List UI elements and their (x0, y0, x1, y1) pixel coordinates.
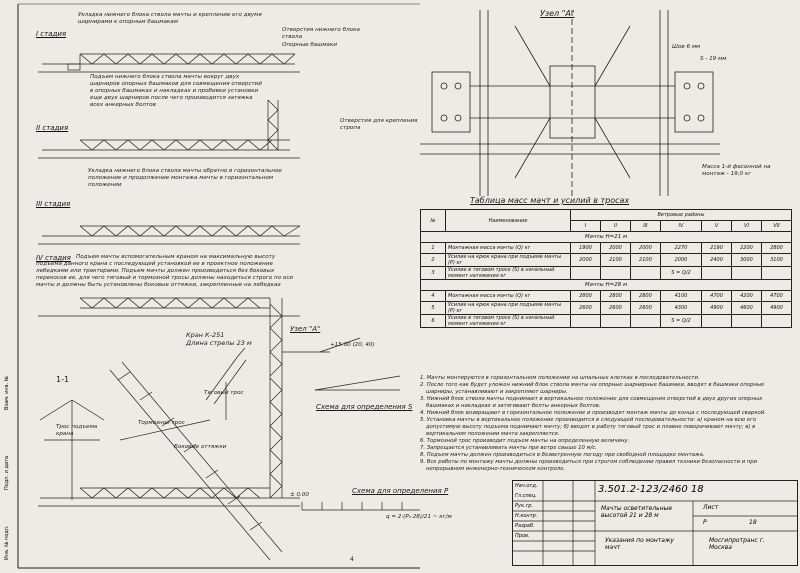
sheet-number: 18 (749, 519, 757, 526)
doc-subtitle: Указания по монтажу мачт (605, 537, 674, 551)
wind-region: VII (761, 221, 791, 232)
row-value: 2200 (732, 243, 762, 254)
mark-label: +15.00 (20, 40) (330, 342, 375, 348)
stage4-label: IV стадия (36, 254, 71, 262)
row-value (571, 267, 601, 280)
row-value: 2800 (571, 291, 601, 302)
wind-region: IV (660, 221, 701, 232)
row-value: 2000 (571, 254, 601, 267)
section-label: 1-1 (56, 375, 70, 384)
table-section-1: Мачты Н=21 м (421, 232, 792, 243)
scheme-p (302, 502, 420, 510)
table-row (421, 243, 792, 254)
notes-list (420, 375, 790, 473)
col-num-header: № (421, 210, 446, 232)
row-value (732, 267, 762, 280)
row-value: 2000 (600, 243, 630, 254)
stage2-label: II стадия (36, 124, 69, 132)
row-value (761, 315, 791, 328)
formula-label: q = 2·(P₁·28)/21 ~ кг/м (386, 514, 452, 520)
boom-label: Длина стрелы 23 м (186, 339, 252, 347)
row-value: 4200 (732, 291, 762, 302)
stage4-text: Подъем мачты вспомогательным краном на максимальную высоту подъема данного крана с последующей установкой ее в проектное положение лебедками или тракторами. Подъем мачты должен производиться без боковых перекосов ее, для чего тяговый и тормозной тросы должны находиться строго по оси мачты и должны быть установлены боковые оттяжки, закрепленные на лебедках (36, 254, 294, 288)
stage3-text: Укладка нижнего блока ствола мачты обратно в горизонтальное положение и продолжение монтажа мачты в горизонтальном положении (88, 168, 282, 188)
note-item: 4. Нижний блок возвращают в горизонтальное положение и производят монтаж мачты до конца с последующей сваркой. (420, 410, 766, 416)
sidebar-label: Взам. инв. № (4, 376, 10, 410)
row-number: 6 (421, 315, 446, 328)
row-value: 2600 (630, 302, 660, 315)
stage1-label: I стадия (36, 30, 67, 38)
row-number: 5 (421, 302, 446, 315)
page-number: 4 (350, 556, 354, 563)
role: Пров. (515, 533, 530, 539)
row-name: Монтажная масса мачты (Q) кг (446, 291, 571, 302)
role: Рук.гр. (515, 503, 533, 509)
role: Н.контр. (515, 513, 538, 519)
mast-pendant-label: Трос подъема крана (56, 424, 98, 437)
wind-region: VI (732, 221, 762, 232)
row-value (600, 315, 630, 328)
unit-a-label: Узел "А" (290, 325, 321, 333)
row-value: 4900 (761, 302, 791, 315)
row-value (571, 315, 601, 328)
row-number: 2 (421, 254, 446, 267)
stage3-label: III стадия (36, 200, 71, 208)
note-item: 1. Мачты монтируются в горизонтальном положении на шпальных клетках в последовательности. (420, 375, 700, 381)
row-value: 4300 (660, 302, 701, 315)
row-value: 2800 (761, 243, 791, 254)
row-value: 4600 (732, 302, 762, 315)
stage-letter: Р (703, 519, 707, 526)
note-item: 3. Нижний блок ствола мачты поднимают в вертикальное положение для совмещения отверстий в двух других опорных башмаках и накладках и затягивают болты анкерных болтов. (420, 396, 763, 409)
sheet-label: Лист (703, 504, 719, 511)
node-a-sling: S - 19 мм (700, 56, 727, 62)
row-value: 3000 (732, 254, 762, 267)
scheme-s-label: Схема для определения S (316, 403, 413, 411)
row-name: Усилие на крюк крана при подъеме мачты (Р) кг (446, 302, 571, 315)
table-section-2: Мачты Н=28 м (421, 280, 792, 291)
row-value: S = Q/2 (660, 315, 701, 328)
crane-label: Кран К-251 (186, 331, 225, 339)
lift-rope-label: Тяговый трос (204, 390, 244, 396)
sidebar-label: Подп. и дата (4, 455, 10, 490)
table-row (421, 302, 792, 315)
note-item: 9. Все работы по монтажу мачты должны производиться при строгом соблюдении правил техники безопасности и при непрерывном инженерно-техническом контроле. (420, 459, 758, 472)
note-item: 7. Запрещается устанавливать мачты при ветре свыше 10 м/с. (420, 445, 597, 451)
row-value: 2000 (660, 254, 701, 267)
brake-rope-label: Тормозной трос (138, 420, 185, 426)
role: Разраб. (515, 523, 535, 529)
row-number: 3 (421, 267, 446, 280)
row-number: 1 (421, 243, 446, 254)
wind-region: V (702, 221, 732, 232)
row-value (702, 267, 732, 280)
role: Гл.спец. (515, 493, 537, 499)
section-1-1 (40, 400, 104, 500)
row-value: 2400 (702, 254, 732, 267)
row-value: 2190 (702, 243, 732, 254)
table-row (421, 315, 792, 328)
node-a-mass: Масса 1-й фасонной на монтаж - 19,0 кг (702, 164, 771, 177)
note-item: 5. Установка мачты в вертикальное положение производится в следующей последовательности: а) краном на всю его допустимую высоту подъема поднимают мачту; б) вводят в работу тяговый трос и плавно поворачивают мачту; в) в вертикальном положении мачта закрепляется. (420, 417, 757, 437)
row-value (630, 267, 660, 280)
org-name: Мосгипротранс г. Москва (709, 537, 765, 551)
mass-table (420, 209, 792, 328)
wind-region: III (630, 221, 660, 232)
note-item: 8. Подъем мачты должен производиться в безветренную погоду при свободной площадке монтажа. (420, 452, 705, 458)
stage2-text: Подъем нижнего блока ствола мачты вокруг двух шарниров опорных башмаков для совмещения отверстий в опорных башмаках и накладках и пробивки установки еще двух шарниров после чего производится затяжка всех анкерных болтов (90, 74, 262, 108)
col-name-header: Наименование (446, 210, 571, 232)
row-value: 2270 (660, 243, 701, 254)
row-value: 3100 (761, 254, 791, 267)
stage1-mast (38, 54, 300, 72)
row-value: 2600 (600, 302, 630, 315)
row-value: 2100 (630, 254, 660, 267)
row-value: 2100 (600, 254, 630, 267)
wind-region: II (600, 221, 630, 232)
row-value: 2600 (571, 302, 601, 315)
role: Нач.отд. (515, 483, 538, 489)
row-value: S = Q/2 (660, 267, 701, 280)
scheme-p-label: Схема для определения P (352, 487, 449, 495)
stage1-text: Укладка нижнего блока ствола мачты и крепление его двумя шарнирами к опорным башмакам (78, 12, 262, 25)
row-name: Усилие в тяговом тросе (S) в начальный момент натяжения кг (446, 315, 571, 328)
table-row (421, 291, 792, 302)
node-a-title: Узел "А" (540, 9, 575, 18)
row-name: Усилие на крюк крана при подъеме мачты (Р) кг (446, 254, 571, 267)
sidebar-stamps (2, 310, 16, 565)
row-value: 2800 (630, 291, 660, 302)
row-value (732, 315, 762, 328)
row-value (630, 315, 660, 328)
zero-label: ± 0.00 (290, 492, 309, 498)
stage1-shoes: Опорные башмаки (282, 42, 337, 48)
row-name: Усилие в тяговом тросе (S) в начальный момент натяжения кг (446, 267, 571, 280)
node-a-holes: Отверстия для крепления стропа (340, 118, 418, 131)
stage1-holes: Отверстия нижнего блока ствола (282, 27, 360, 40)
scheme-s (315, 376, 400, 390)
stage3-mast (38, 226, 300, 244)
node-a-bolt: Шов 6 мм (672, 44, 701, 50)
note-item: 2. После того как будет уложен нижний блок ствола мачты на опорные шарнирные башмаки, вводят в башмаки опорные шарниры, устанавливают и закрепляют шарниры. (420, 382, 765, 395)
sidebar-label: Инв. № подл. (4, 525, 10, 560)
row-value: 4700 (702, 291, 732, 302)
title-block (512, 480, 798, 566)
doc-title: Мачты осветительные высотой 21 и 28 м (601, 505, 673, 519)
note-item: 6. Тормозной трос производит подъем мачты на определенную величину. (420, 438, 630, 444)
row-value (702, 315, 732, 328)
row-value: 2800 (600, 291, 630, 302)
row-value: 4900 (702, 302, 732, 315)
doc-code: 3.501.2-123/2460 18 (598, 484, 704, 495)
row-name: Монтажная масса мачты (Q) кг (446, 243, 571, 254)
row-value (761, 267, 791, 280)
table-title: Таблица масс мачт и усилий в тросах (470, 196, 630, 205)
table-row (421, 267, 792, 280)
row-value: 2000 (630, 243, 660, 254)
row-value (600, 267, 630, 280)
col-wind-header: Ветровые районы (571, 210, 792, 221)
row-number: 4 (421, 291, 446, 302)
table-row (421, 254, 792, 267)
row-value: 4700 (761, 291, 791, 302)
row-value: 1900 (571, 243, 601, 254)
wind-region: I (571, 221, 601, 232)
side-stays-label: Боковые оттяжки (174, 444, 227, 450)
row-value: 4100 (660, 291, 701, 302)
